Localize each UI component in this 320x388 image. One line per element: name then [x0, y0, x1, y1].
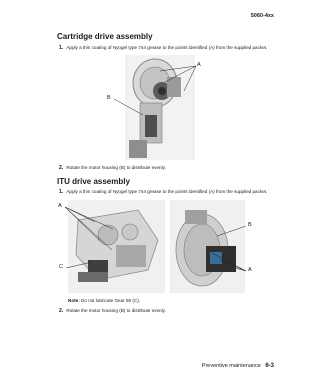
step-number: 1. — [59, 45, 64, 51]
callout-a-right: A — [248, 267, 252, 273]
step-text: Apply a thin coating of Nyogel type 744 grease to the points identified (A) from the supplied packet. — [66, 45, 268, 50]
callout-b-right: B — [248, 222, 252, 228]
step-number: 1. — [59, 189, 64, 195]
callout-a: A — [197, 62, 201, 68]
note — [68, 298, 140, 303]
document-model-number: 5060-4xx — [250, 13, 274, 19]
step-text: Rotate the motor housing (B) to distribute evenly. — [66, 165, 166, 170]
section2-step-2 — [59, 308, 284, 314]
note-label: Note: — [68, 298, 80, 303]
section-title-itu-drive: ITU drive assembly — [57, 177, 130, 186]
step-number: 2. — [59, 165, 64, 171]
page-number: 6-3 — [265, 363, 274, 369]
callout-b: B — [107, 95, 111, 101]
step-number: 2. — [59, 308, 64, 314]
callout-a-left: A — [58, 203, 62, 209]
note-text: Do not lubricate Gear 58 (C). — [81, 298, 141, 303]
step-text: Apply a thin coating of Nyogel type 744 grease to the points identified (A) from the supplied packet. — [66, 189, 268, 194]
page-footer — [202, 363, 274, 369]
footer-label: Preventive maintenance — [201, 363, 261, 369]
step-text: Rotate the motor housing (B) to distribute evenly. — [66, 308, 166, 313]
callout-c: C — [59, 264, 63, 270]
section-title-cartridge-drive: Cartridge drive assembly — [57, 32, 153, 41]
